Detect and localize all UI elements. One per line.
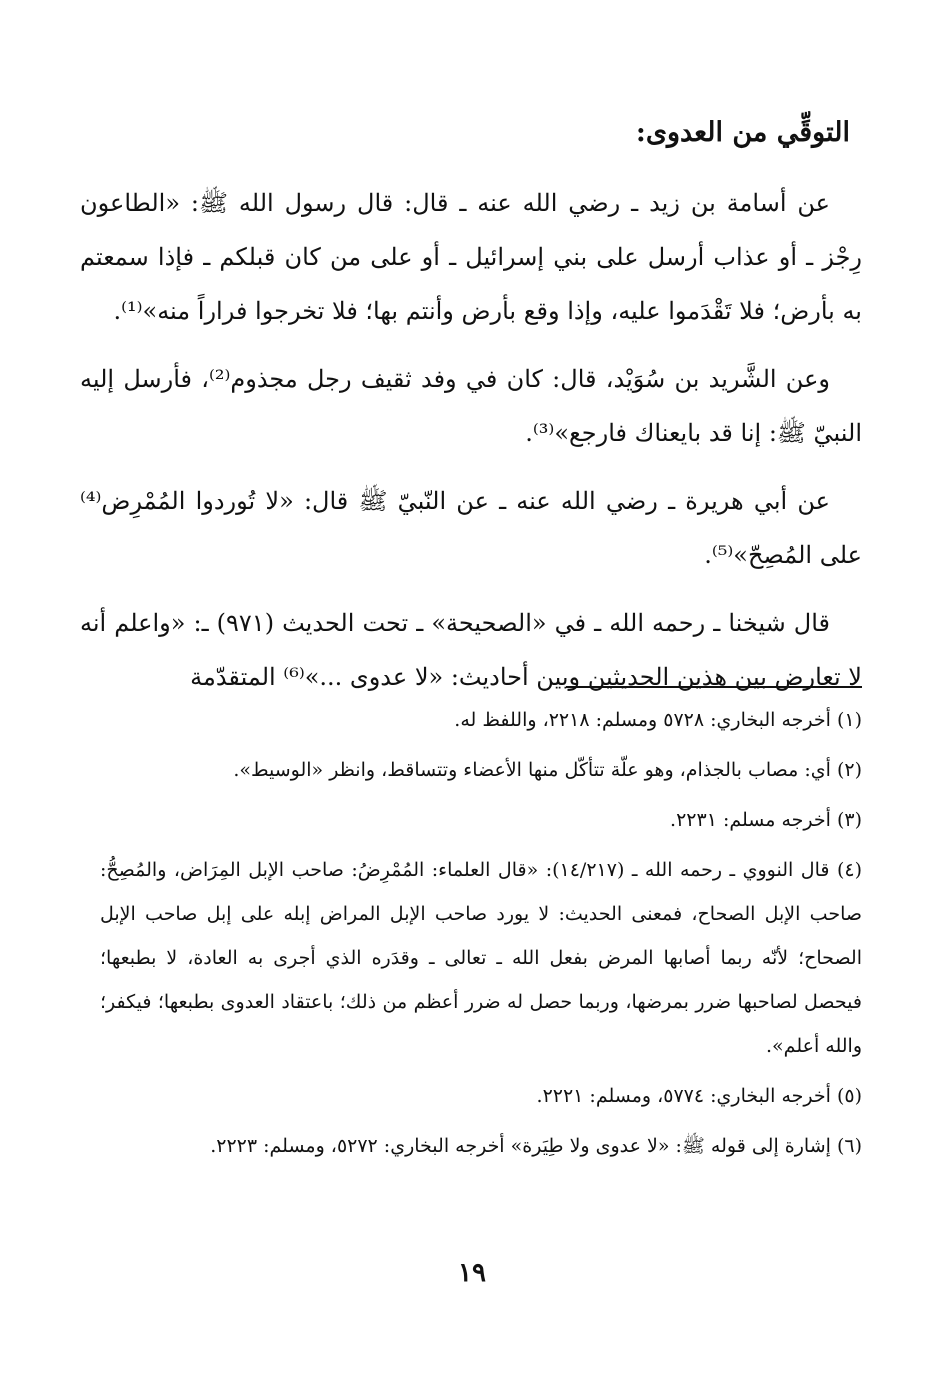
paragraph-abu-hurayra-hadith: عن أبي هريرة ـ رضي الله عنه ـ عن النّبيّ ﷺ قال: «لا تُوردوا المُمْرِض⁽⁴⁾ على المُصِحّ»⁽⁵⁾. <box>80 487 862 569</box>
paragraph-shaykh-commentary: قال شيخنا ـ رحمه الله ـ في «الصحيحة» ـ تحت الحديث (٩٧١) ـ: «واعلم أنه لا تعارض بين هذين الحديثين وبين أحاديث: «لا عدوى ...»⁽⁶⁾ المتقدّمة <box>80 609 862 691</box>
footnote-separator <box>566 686 862 688</box>
paragraph-sharid-hadith: وعن الشَّريد بن سُوَيْد، قال: كان في وفد ثقيف رجل مجذوم⁽²⁾، فأرسل إليه النبيّ ﷺ: إنا قد بايعناك فارجع»⁽³⁾. <box>80 365 862 447</box>
footnote-2: (٢) أي: مصاب بالجذام، وهو علّة تتأكّل منها الأعضاء وتتساقط، وانظر «الوسيط». <box>233 759 862 781</box>
footnote-3: (٣) أخرجه مسلم: ٢٢٣١. <box>670 809 862 831</box>
footnote-4: (٤) قال النووي ـ رحمه الله ـ (١٤/٢١٧): «قال العلماء: المُمْرِضُ: صاحب الإبل المِرَاض، والمُصِحُّ: صاحب الإبل الصحاح، فمعنى الحديث: لا يورد صاحب الإبل المراض إبله على إبل صاحب الإبل الصحاح؛ لأنّه ربما أصابها المرض بفعل الله ـ تعالى ـ وقدَره الذي أجرى به العادة، لا بطبعها؛ فيحصل لصاحبها ضرر بمرضها، وربما حصل له ضرر أعظم من ذلك؛ باعتقاد العدوى بطبعها؛ فيكفر؛ والله أعلم». <box>100 859 862 1057</box>
footnotes <box>100 698 862 1174</box>
paragraph-usama-hadith: عن أسامة بن زيد ـ رضي الله عنه ـ قال: قال رسول الله ﷺ: «الطاعون رِجْز ـ أو عذاب أرسل على بني إسرائيل ـ أو على من كان قبلكم ـ فإذا سمعتم به بأرض؛ فلا تَقْدَموا عليه، وإذا وقع بأرض وأنتم بها؛ فلا تخرجوا فراراً منه»⁽¹⁾. <box>80 189 862 325</box>
footnote-6: (٦) إشارة إلى قوله ﷺ: «لا عدوى ولا طِيَرة» أخرجه البخاري: ٥٢٧٢، ومسلم: ٢٢٢٣. <box>210 1135 862 1157</box>
footnote-5: (٥) أخرجه البخاري: ٥٧٧٤، ومسلم: ٢٢٢١. <box>536 1085 862 1107</box>
page-number: ١٩ <box>458 1258 486 1288</box>
section-heading: التوقِّي من العدوى: <box>635 117 850 148</box>
main-text <box>80 176 862 718</box>
footnote-1: (١) أخرجه البخاري: ٥٧٢٨ ومسلم: ٢٢١٨، واللفظ له. <box>454 709 862 731</box>
